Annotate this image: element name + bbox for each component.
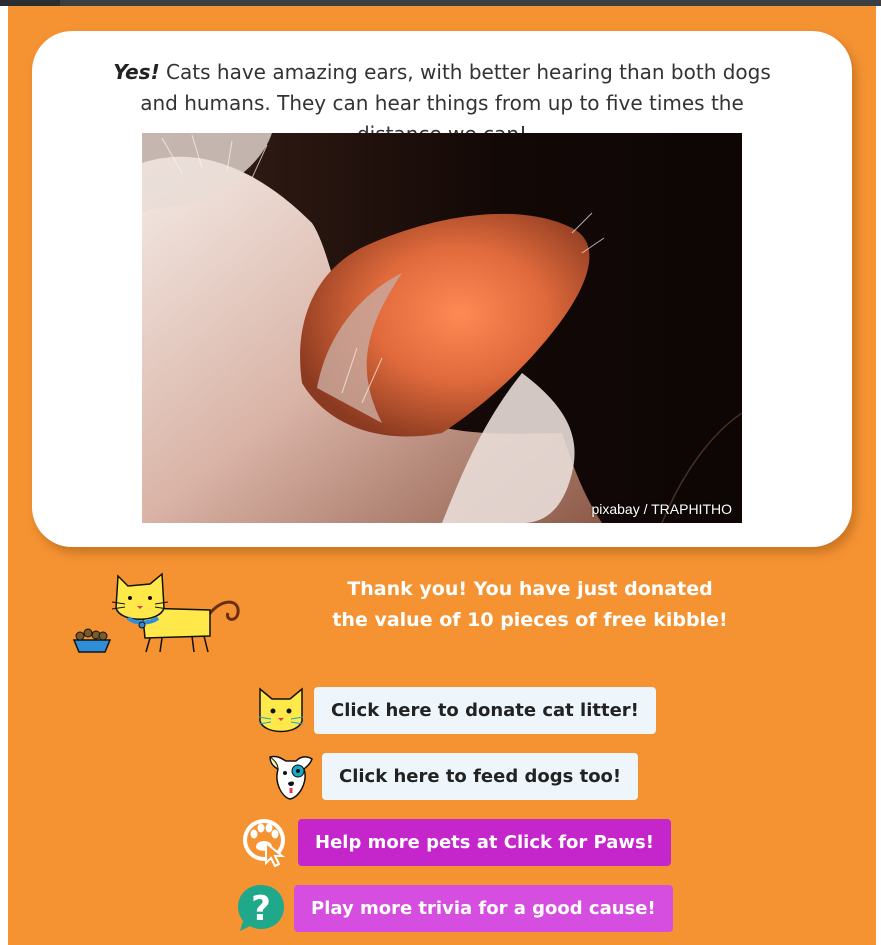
donate-litter-row xyxy=(256,685,656,735)
donation-message xyxy=(308,574,752,636)
donation-line-2: the value of 10 pieces of free kibble! xyxy=(332,609,728,631)
orange-page xyxy=(8,6,876,945)
answer-card xyxy=(32,31,852,547)
cat-face-icon xyxy=(256,685,306,735)
cat-ear-image xyxy=(142,133,742,523)
play-trivia-row xyxy=(236,883,673,933)
photo-credit: pixabay / TRAPHITHO xyxy=(591,501,732,517)
feed-dogs-row xyxy=(264,751,638,801)
feed-dogs-button[interactable]: Click here to feed dogs too! xyxy=(322,753,638,800)
cat-ear-photo xyxy=(142,133,742,523)
click-for-paws-row xyxy=(240,817,671,867)
svg-text:?: ? xyxy=(251,889,271,929)
play-trivia-button[interactable]: Play more trivia for a good cause! xyxy=(294,885,673,932)
answer-body: Cats have amazing ears, with better hearing than both dogs and humans. They can hear things from up to five times the xyxy=(140,60,771,115)
click-for-paws-button[interactable]: Help more pets at Click for Paws! xyxy=(298,819,671,866)
donation-line-1: Thank you! You have just donated xyxy=(347,578,713,600)
answer-emphasis: Yes! xyxy=(113,60,160,84)
donate-cat-litter-button[interactable]: Click here to donate cat litter! xyxy=(314,687,656,734)
dog-face-icon xyxy=(264,751,314,801)
cat-with-kibble-icon xyxy=(70,568,240,663)
question-bubble-icon xyxy=(236,883,286,933)
paw-cursor-icon xyxy=(240,817,290,867)
